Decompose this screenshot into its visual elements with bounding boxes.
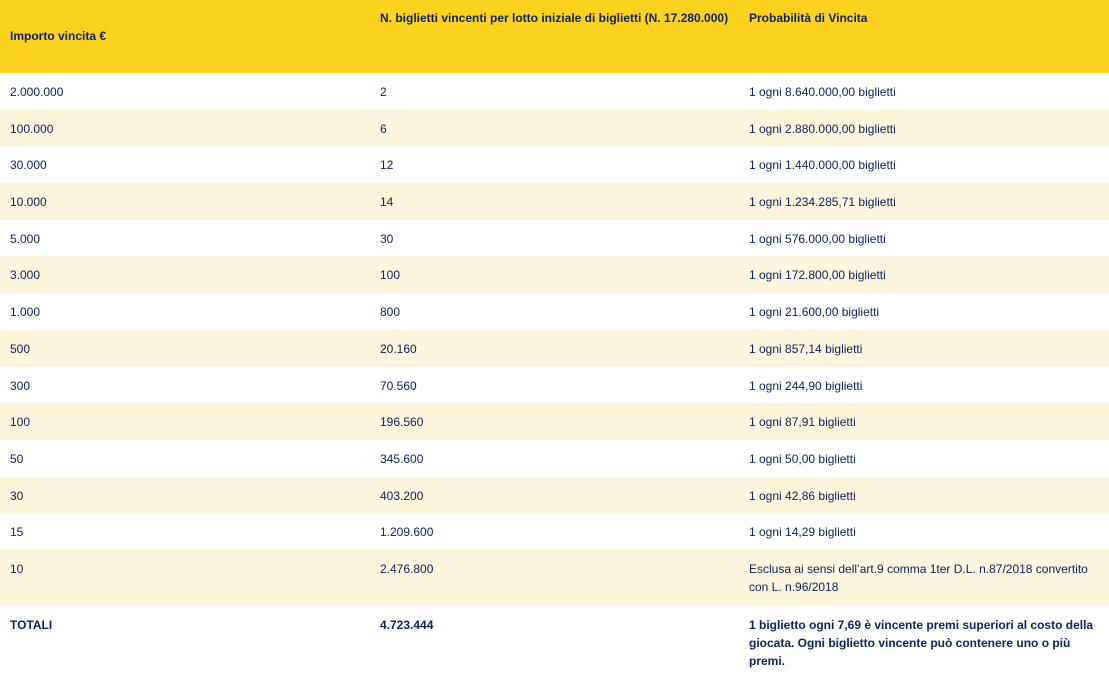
table-row xyxy=(0,73,1109,110)
table-row xyxy=(0,256,1109,293)
cell-importo: 30.000 xyxy=(0,146,370,183)
cell-probabilita: Esclusa ai sensi dell’art.9 comma 1ter D.L. n.87/2018 convertito con L. n.96/2018 xyxy=(739,550,1109,605)
cell-importo: 500 xyxy=(0,330,370,367)
cell-biglietti: 30 xyxy=(370,220,739,257)
cell-probabilita: 1 ogni 244,90 biglietti xyxy=(739,367,1109,404)
table-row xyxy=(0,440,1109,477)
cell-biglietti: 12 xyxy=(370,146,739,183)
cell-biglietti: 100 xyxy=(370,256,739,293)
cell-biglietti: 196.560 xyxy=(370,403,739,440)
cell-importo: 100 xyxy=(0,403,370,440)
cell-importo: 5.000 xyxy=(0,220,370,257)
table-row xyxy=(0,403,1109,440)
cell-importo: 50 xyxy=(0,440,370,477)
cell-importo: 3.000 xyxy=(0,256,370,293)
header-importo: Importo vincita € xyxy=(0,0,370,73)
cell-probabilita: 1 ogni 857,14 biglietti xyxy=(739,330,1109,367)
table-body xyxy=(0,73,1109,678)
header-probabilita: Probabilità di Vincita xyxy=(739,0,1109,73)
cell-probabilita: 1 ogni 2.880.000,00 biglietti xyxy=(739,110,1109,147)
cell-importo: 100.000 xyxy=(0,110,370,147)
table-row xyxy=(0,550,1109,605)
cell-biglietti: 345.600 xyxy=(370,440,739,477)
table-row xyxy=(0,367,1109,404)
table-row xyxy=(0,513,1109,550)
cell-probabilita: 1 ogni 50,00 biglietti xyxy=(739,440,1109,477)
cell-probabilita: 1 ogni 172.800,00 biglietti xyxy=(739,256,1109,293)
cell-biglietti: 2 xyxy=(370,73,739,110)
table-row xyxy=(0,183,1109,220)
totals-label: TOTALI xyxy=(0,605,370,678)
cell-biglietti: 2.476.800 xyxy=(370,550,739,605)
cell-biglietti: 70.560 xyxy=(370,367,739,404)
cell-biglietti: 1.209.600 xyxy=(370,513,739,550)
cell-biglietti: 20.160 xyxy=(370,330,739,367)
cell-biglietti: 403.200 xyxy=(370,477,739,514)
cell-biglietti: 14 xyxy=(370,183,739,220)
table-row xyxy=(0,293,1109,330)
table-row xyxy=(0,477,1109,514)
table-row xyxy=(0,220,1109,257)
totals-biglietti: 4.723.444 xyxy=(370,605,739,678)
cell-probabilita: 1 ogni 8.640.000,00 biglietti xyxy=(739,73,1109,110)
table-row xyxy=(0,330,1109,367)
table-header xyxy=(0,0,1109,73)
cell-importo: 15 xyxy=(0,513,370,550)
table-row xyxy=(0,146,1109,183)
cell-importo: 1.000 xyxy=(0,293,370,330)
cell-probabilita: 1 ogni 1.440.000,00 biglietti xyxy=(739,146,1109,183)
cell-importo: 30 xyxy=(0,477,370,514)
totals-probabilita: 1 biglietto ogni 7,69 è vincente premi superiori al costo della giocata. Ogni biglietto vincente può contenere uno o più premi. xyxy=(739,605,1109,678)
cell-probabilita: 1 ogni 42,86 biglietti xyxy=(739,477,1109,514)
cell-importo: 2.000.000 xyxy=(0,73,370,110)
cell-importo: 10.000 xyxy=(0,183,370,220)
cell-probabilita: 1 ogni 1.234.285,71 biglietti xyxy=(739,183,1109,220)
cell-probabilita: 1 ogni 576.000,00 biglietti xyxy=(739,220,1109,257)
cell-probabilita: 1 ogni 87,91 biglietti xyxy=(739,403,1109,440)
totals-row xyxy=(0,605,1109,678)
cell-probabilita: 1 ogni 14,29 biglietti xyxy=(739,513,1109,550)
cell-biglietti: 800 xyxy=(370,293,739,330)
header-biglietti: N. biglietti vincenti per lotto iniziale di biglietti (N. 17.280.000) xyxy=(370,0,739,73)
cell-probabilita: 1 ogni 21.600,00 biglietti xyxy=(739,293,1109,330)
table-row xyxy=(0,110,1109,147)
cell-biglietti: 6 xyxy=(370,110,739,147)
cell-importo: 10 xyxy=(0,550,370,605)
cell-importo: 300 xyxy=(0,367,370,404)
